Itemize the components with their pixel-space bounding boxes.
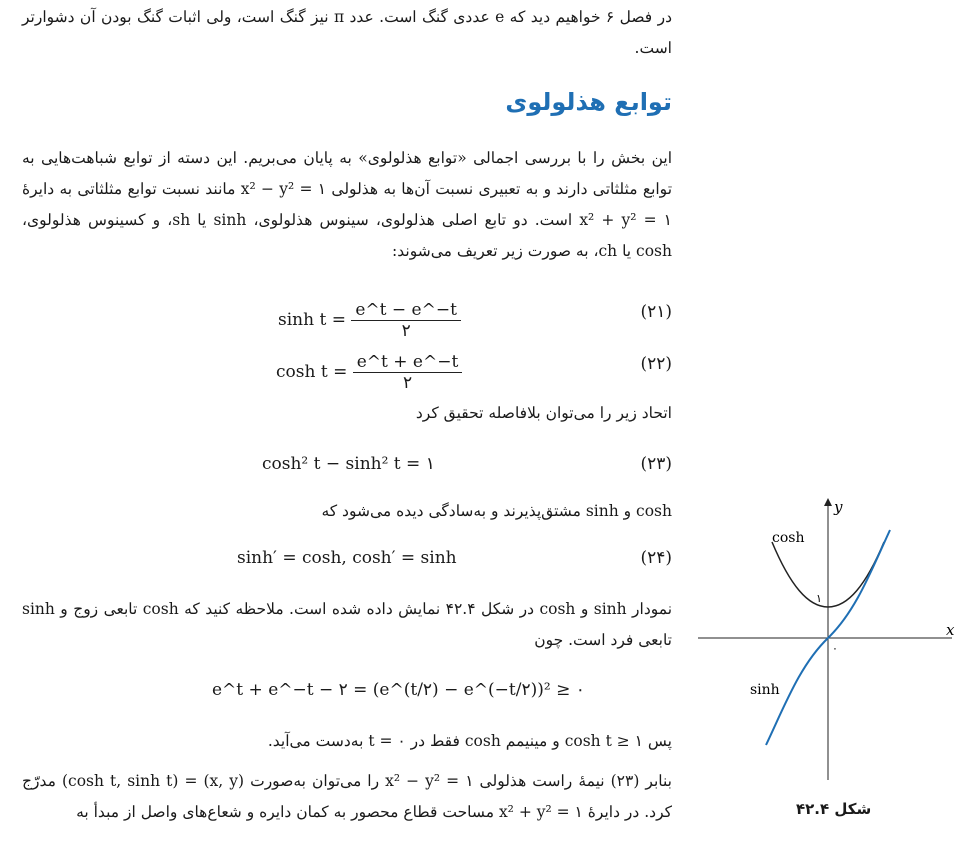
paragraph-identity: اتحاد زیر را می‌توان بلافاصله تحقیق کرد <box>415 404 672 422</box>
paragraph-graph: نمودار sinh و cosh در شکل ۴۲.۴ نمایش داده شده است. ملاحظه کنید که cosh تابعی زوج و sinh تابعی فرد است. چون <box>22 600 673 649</box>
section-heading: توابع هذلولوی <box>505 88 672 116</box>
equation-23 <box>22 448 682 488</box>
eq22-denominator: ۲ <box>402 373 413 393</box>
paragraph-definition: این بخش را با بررسی اجمالی «توابع هذلولوی» به پایان می‌بریم. این دسته از توابع شباهت‌هایی به توابع مثلثاتی دارند و به تعبیری نسبت آن‌ها به هذلولی x² − y² = ۱ مانند نسبت توابع مثلثاتی به دایرهٔ x² + y² = ۱ است. دو تابع اصلی هذلولوی، سینوس هذلولوی، sinh یا sh، و کسینوس هذلولوی، cosh یا ch، به صورت زیر تعریف می‌شوند: <box>22 149 673 260</box>
equation-25 <box>22 676 682 716</box>
equation-21 <box>22 292 682 341</box>
equation-24 <box>22 542 682 582</box>
eq21-denominator: ۲ <box>401 321 411 341</box>
figure-hyperbolic-graph <box>690 490 960 800</box>
graph-svg <box>690 490 960 800</box>
eq24-number: (۲۴) <box>640 548 672 568</box>
eq21-lhs: sinh t = <box>278 310 346 330</box>
figure-caption: شکل ۴۲.۴ <box>796 800 872 818</box>
eq23-number: (۲۳) <box>640 454 672 474</box>
eq22-numerator: e^t + e^−t <box>353 352 463 373</box>
y-axis-label: y <box>834 498 843 516</box>
eq23-body: cosh² t − sinh² t = ۱ <box>262 454 435 474</box>
paragraph-parametrize: بنابر (۲۳) نیمهٔ راست هذلولی x² − y² = ۱ را می‌توان به‌صورت (x, y) = (cosh t, sinh t) مدرّج کرد. در دایرهٔ x² + y² = ۱ مساحت قطاع محصور به کمان دایره و شعاع‌های واصل از مبدأ به <box>22 772 672 821</box>
eq21-number: (۲۱) <box>640 302 672 322</box>
one-label: ۱ <box>816 592 822 605</box>
zero-label: ۰ <box>832 642 838 655</box>
eq22-lhs: cosh t = <box>276 362 348 382</box>
x-axis-label: x <box>946 621 955 639</box>
paragraph-derivative: cosh و sinh مشتق‌پذیرند و به‌سادگی دیده می‌شود که <box>321 502 672 520</box>
equation-22 <box>22 344 682 393</box>
eq24-body: sinh′ = cosh, cosh′ = sinh <box>237 548 457 568</box>
cosh-label: cosh <box>772 530 805 546</box>
eq25-body: e^t + e^−t − ۲ = (e^(t/۲) − e^(−t/۲))² ≥ ۰ <box>212 680 585 700</box>
paragraph-minimum: پس cosh t ≥ ۱ و مینیمم cosh فقط در t = ۰ به‌دست می‌آید. <box>267 732 672 750</box>
sinh-label: sinh <box>750 682 780 698</box>
eq21-numerator: e^t − e^−t <box>351 300 461 321</box>
eq22-number: (۲۲) <box>640 354 672 374</box>
intro-paragraph: در فصل ۶ خواهیم دید که e عددی گنگ است. عدد π نیز گنگ است، ولی اثبات گنگ بودن آن دشوارتر است. <box>22 8 672 57</box>
